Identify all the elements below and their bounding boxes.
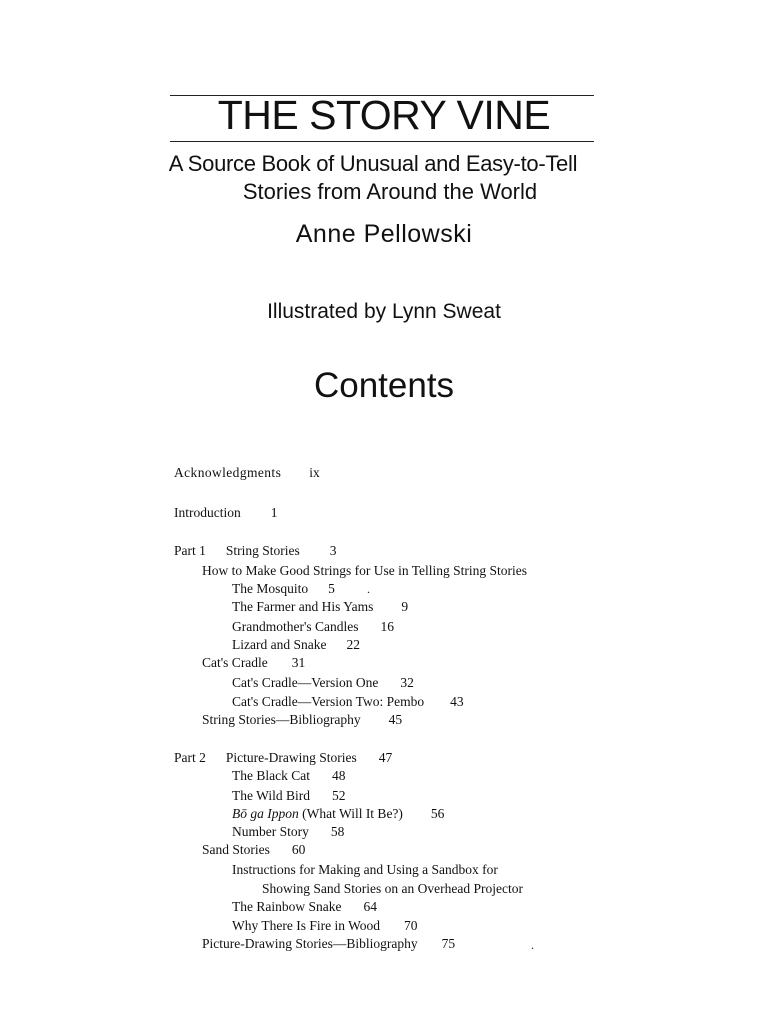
toc-entry-title: Picture-Drawing Stories bbox=[225, 750, 357, 765]
toc-entry bbox=[232, 824, 344, 840]
toc-entry-page: ix bbox=[309, 465, 320, 480]
toc-entry-page: 45 bbox=[388, 712, 403, 727]
toc-entry-title: Grandmother's Candles bbox=[232, 619, 359, 634]
toc-entry bbox=[232, 806, 444, 822]
toc-entry bbox=[232, 694, 464, 710]
toc-entry-page: 16 bbox=[380, 619, 395, 634]
toc-entry-title: How to Make Good Strings for Use in Telling String Stories bbox=[202, 563, 528, 578]
toc-entry-title: Showing Sand Stories on an Overhead Projector bbox=[262, 881, 523, 896]
toc-entry-page: 31 bbox=[291, 655, 306, 670]
toc-entry-title: Cat's Cradle bbox=[202, 655, 268, 670]
toc-entry bbox=[174, 465, 320, 481]
toc-entry-page: 48 bbox=[331, 768, 346, 783]
stray-mark: . bbox=[531, 938, 534, 952]
illustrator-credit: Illustrated by Lynn Sweat bbox=[267, 300, 501, 323]
toc-entry-title: The Mosquito bbox=[232, 581, 309, 596]
toc-entry-title: Sand Stories bbox=[202, 842, 270, 857]
toc-entry bbox=[202, 712, 402, 728]
toc-part-label: Part 1 bbox=[174, 543, 206, 558]
toc-entry-page: 5 bbox=[328, 581, 335, 596]
toc-entry-title: The Black Cat bbox=[232, 768, 310, 783]
toc-part-heading bbox=[174, 543, 337, 559]
subtitle-line-1: A Source Book of Unusual and Easy-to-Tell bbox=[168, 151, 578, 176]
toc-entry-page: 9 bbox=[401, 599, 409, 614]
toc-entry-title: Acknowledgments bbox=[174, 465, 282, 480]
toc-entry-page: 22 bbox=[346, 637, 360, 652]
toc-part-heading bbox=[174, 750, 392, 766]
toc-entry bbox=[232, 899, 377, 915]
toc-entry-title: Instructions for Making and Using a Sandbox for bbox=[232, 862, 498, 877]
toc-entry bbox=[202, 655, 305, 671]
toc-entry bbox=[232, 581, 335, 597]
toc-entry-page: 47 bbox=[378, 750, 393, 765]
toc-entry bbox=[232, 788, 345, 804]
toc-entry bbox=[232, 637, 360, 653]
toc-entry-title: (What Will It Be?) bbox=[302, 806, 403, 821]
toc-entry-page: 32 bbox=[400, 675, 414, 690]
author-name: Anne Pellowski bbox=[295, 220, 473, 248]
toc-entry-page: 75 bbox=[441, 936, 456, 951]
toc-entry bbox=[174, 505, 278, 521]
stray-mark: . bbox=[367, 582, 370, 596]
toc-entry-title: String Stories—Bibliography bbox=[202, 712, 361, 727]
toc-entry-title: The Wild Bird bbox=[232, 788, 310, 803]
toc-entry bbox=[262, 881, 523, 897]
book-subtitle bbox=[100, 150, 700, 206]
toc-part-label: Part 2 bbox=[174, 750, 206, 765]
toc-entry bbox=[202, 936, 455, 952]
toc-entry-page: 1 bbox=[270, 505, 278, 520]
toc-entry-title: Cat's Cradle—Version Two: Pembo bbox=[232, 694, 425, 709]
toc-entry bbox=[232, 918, 418, 934]
toc-entry-page: 70 bbox=[404, 918, 418, 933]
toc-entry-title: Introduction bbox=[174, 505, 241, 520]
toc-entry-page: 52 bbox=[331, 788, 346, 803]
toc-entry bbox=[232, 619, 394, 635]
toc-entry-page: 56 bbox=[430, 806, 445, 821]
toc-entry bbox=[232, 599, 408, 615]
book-title: THE STORY VINE bbox=[217, 92, 551, 138]
toc-entry-title: Why There Is Fire in Wood bbox=[232, 918, 381, 933]
toc-entry-title: Lizard and Snake bbox=[232, 637, 327, 652]
toc-entry-page: 64 bbox=[363, 899, 377, 914]
toc-entry bbox=[202, 842, 305, 858]
toc-entry-title: Picture-Drawing Stories—Bibliography bbox=[202, 936, 418, 951]
toc-entry-title: String Stories bbox=[225, 543, 300, 558]
toc-entry-title: Cat's Cradle—Version One bbox=[232, 675, 379, 690]
toc-entry-page: 3 bbox=[329, 543, 337, 558]
toc-entry-title: The Rainbow Snake bbox=[232, 899, 342, 914]
contents-heading: Contents bbox=[313, 366, 455, 405]
toc-entry-title: The Farmer and His Yams bbox=[232, 599, 374, 614]
title-rule-bottom bbox=[170, 141, 594, 142]
toc-entry bbox=[232, 768, 345, 784]
toc-entry-page: 60 bbox=[291, 842, 306, 857]
toc-entry-page: 58 bbox=[330, 824, 345, 839]
toc-entry bbox=[202, 563, 527, 579]
toc-entry bbox=[232, 862, 498, 878]
toc-entry-title-italic: Bō ga Ippon bbox=[232, 806, 299, 821]
toc-entry-page: 43 bbox=[450, 694, 464, 709]
toc-entry-title: Number Story bbox=[232, 824, 309, 839]
toc-entry bbox=[232, 675, 414, 691]
subtitle-line-2: Stories from Around the World bbox=[242, 179, 538, 204]
